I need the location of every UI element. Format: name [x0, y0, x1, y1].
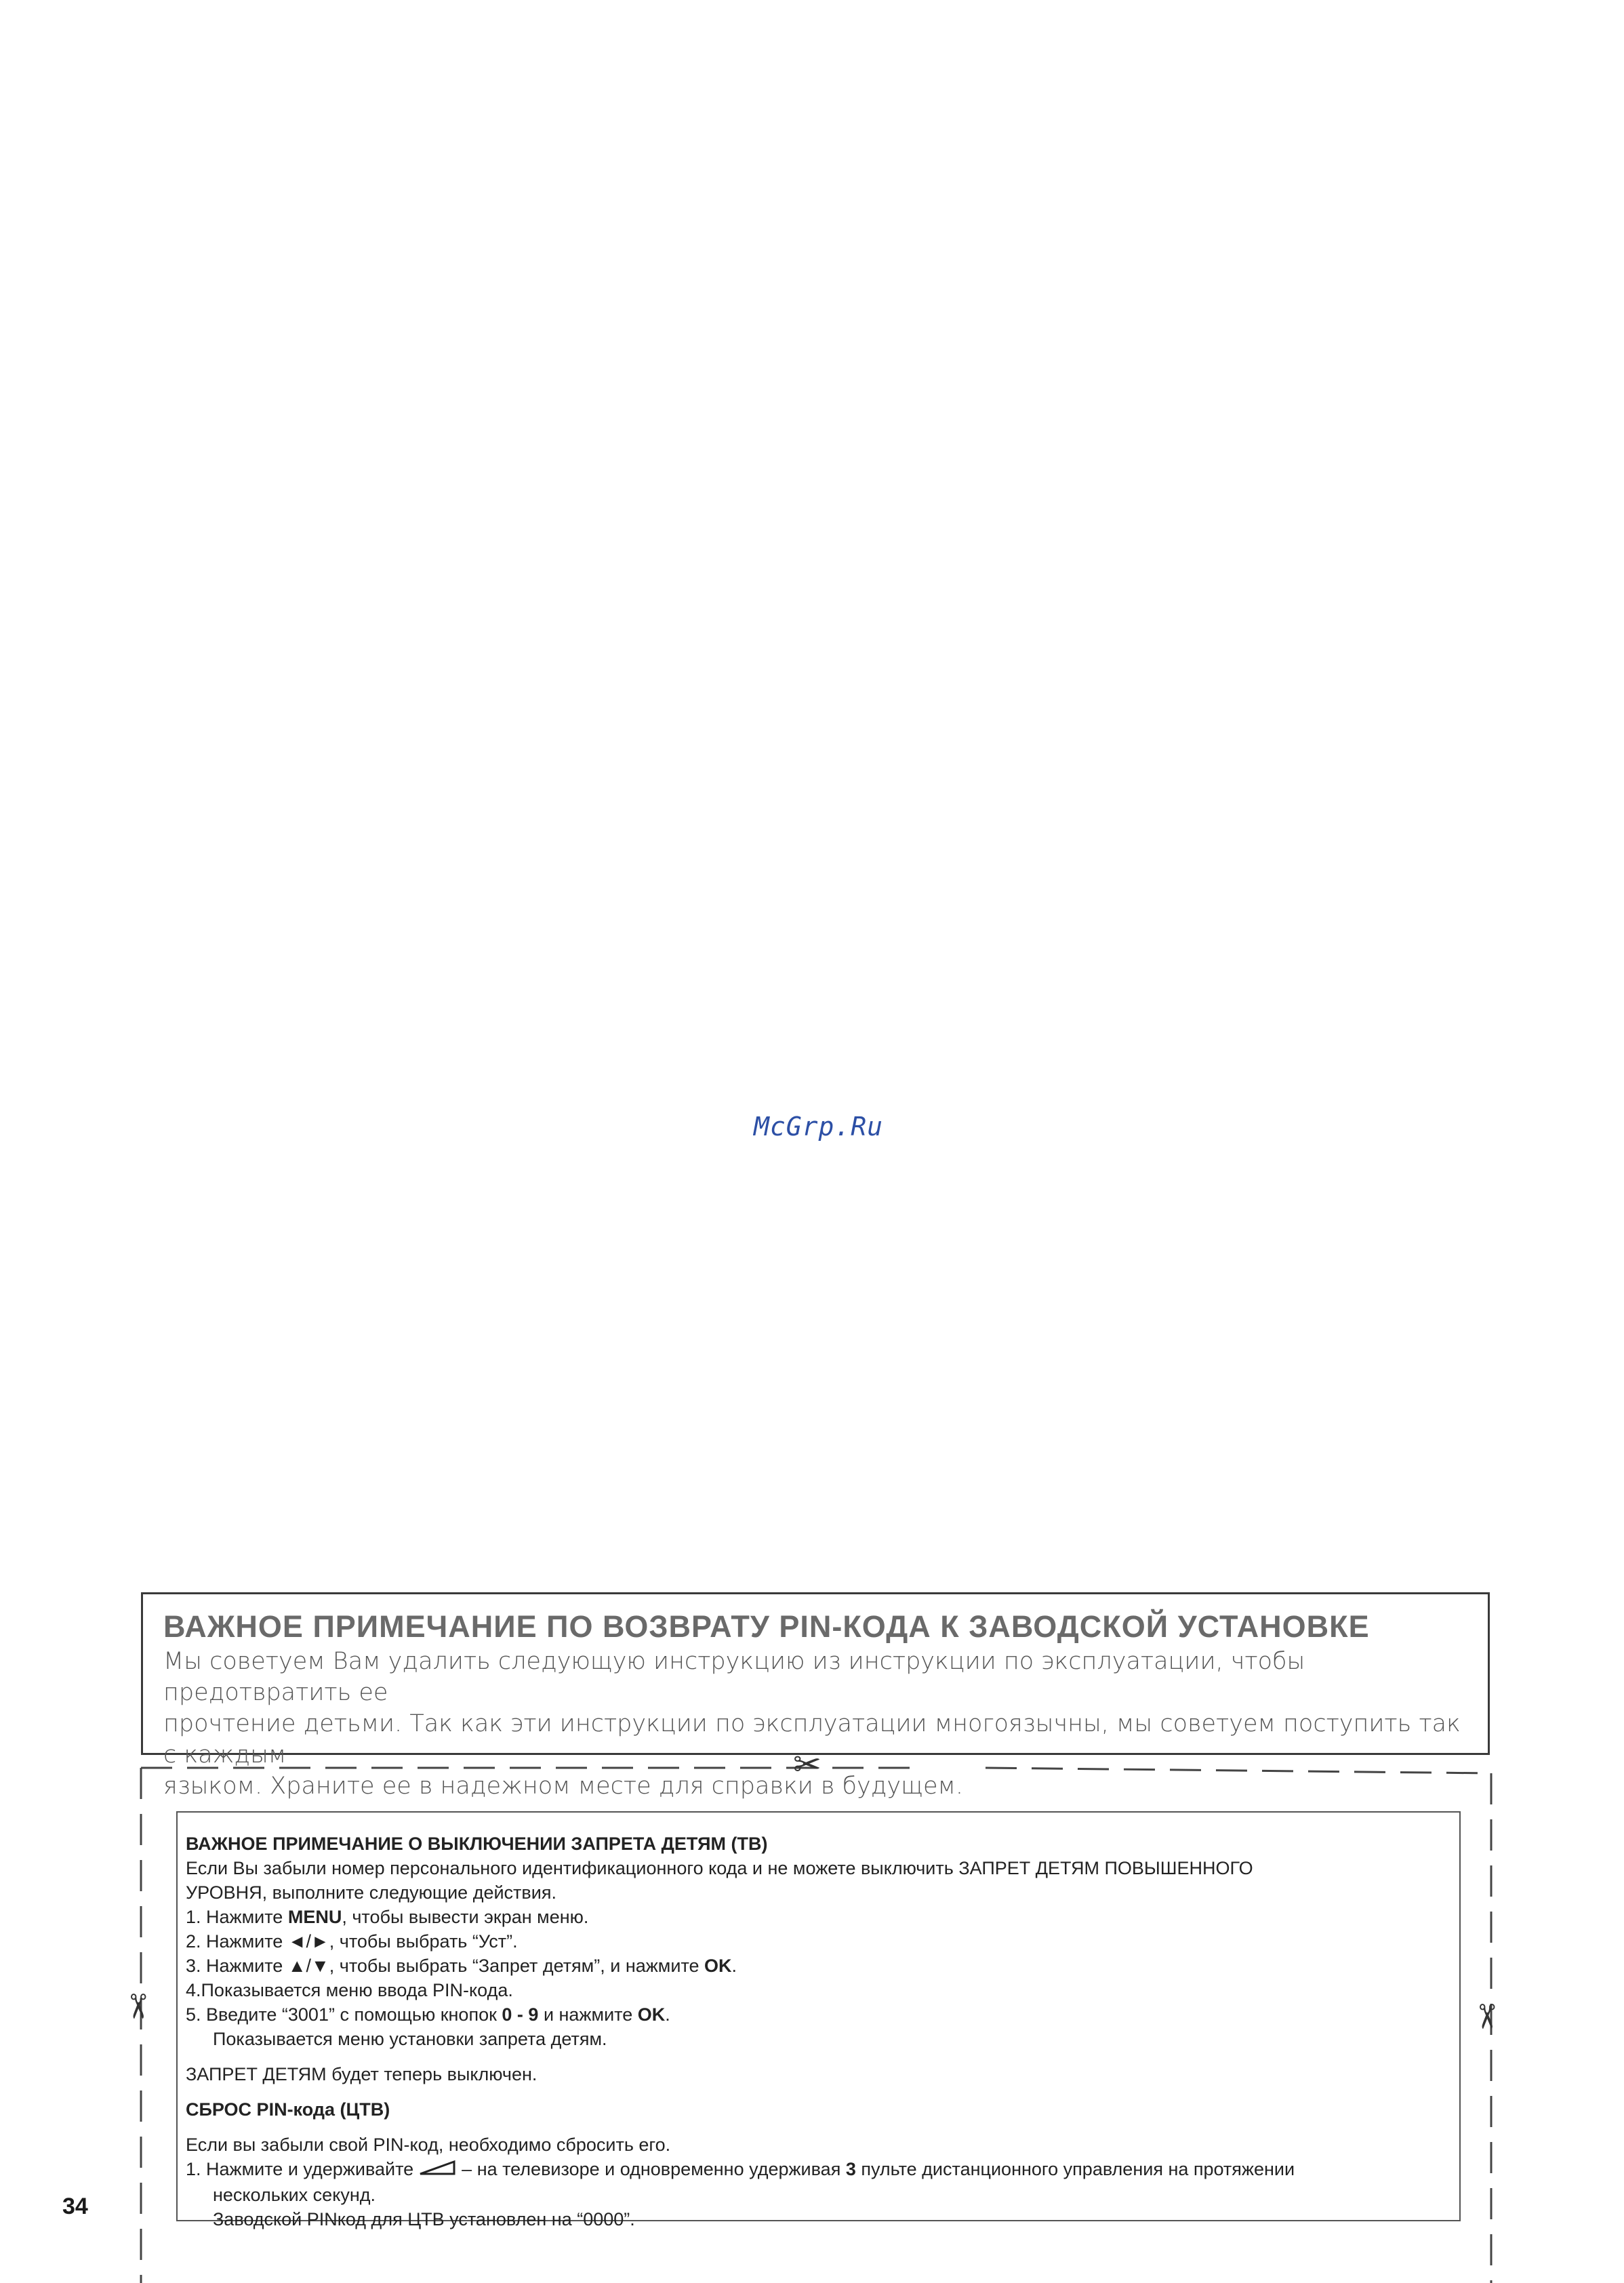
reset-step-1-key: 3 [845, 2159, 856, 2179]
scissors-icon-right: ✂ [1466, 2002, 1506, 2031]
reset-step-1-note: Заводской PINкод для ЦТВ установлен на “0000”. [213, 2208, 635, 2229]
step-5-text-c: и нажмите [538, 2004, 638, 2025]
step-5-text-e: . [665, 2004, 670, 2025]
instructions-box [176, 1811, 1461, 2229]
notice-line-2: прочтение детьми. Так как эти инструкции по эксплуатации многоязычны, мы советуем поступить так с каждым [163, 1710, 1461, 1769]
step-5-note: Показывается меню установки запрета детям. [213, 2029, 607, 2049]
section2-heading: СБРОС PIN-кода (ЦТВ) [186, 2099, 390, 2120]
step-3-key: OK [704, 1956, 732, 1976]
step-5-text-a: 5. Введите “3001” с помощью кнопок [186, 2004, 502, 2025]
step-3-text-a: 3. Нажмите ▲/▼, чтобы выбрать “Запрет детям”, и нажмите [186, 1956, 705, 1976]
notice-title: ВАЖНОЕ ПРИМЕЧАНИЕ ПО ВОЗВРАТУ PIN-КОДА К ЗАВОДСКОЙ УСТАНОВКЕ [163, 1609, 1370, 1644]
step-3-text-c: . [731, 1956, 737, 1976]
important-notice-box [141, 1592, 1490, 1800]
reset-step-1-text-a: 1. Нажмите и удерживайте [186, 2159, 414, 2179]
reset-step-1-text-d: пульте дистанционного управления на протяжении [855, 2159, 1295, 2179]
section1-intro-1: Если Вы забыли номер персонального идентификационного кода и не можете выключить ЗАПРЕТ ДЕТЯМ ПОВЫШЕННОГО [186, 1858, 1253, 1878]
step-5-key-ok: OK [637, 2004, 666, 2025]
reset-step-1 [186, 2157, 1459, 2183]
step-1-key: MENU [287, 1907, 342, 1927]
reset-step-1-cont: нескольких секунд. [213, 2184, 375, 2205]
watermark: McGrp.Ru [754, 1112, 884, 1142]
step-4: 4.Показывается меню ввода PIN-кода. [186, 1980, 513, 2000]
volume-down-icon [419, 2158, 457, 2183]
step-1 [186, 1905, 1459, 1929]
section1-heading: ВАЖНОЕ ПРИМЕЧАНИЕ О ВЫКЛЮЧЕНИИ ЗАПРЕТА ДЕТЯМ (ТВ) [186, 1834, 768, 1854]
notice-line-3: языком. Храните ее в надежном месте для справки в будущем. [163, 1773, 964, 1800]
notice-line-1: Мы советуем Вам удалить следующую инструкцию из инструкции по эксплуатации, чтобы предотвратить ее [163, 1648, 1305, 1706]
step-5-keys: 0 - 9 [502, 2004, 539, 2025]
scissors-icon-left: ✂ [117, 1992, 157, 2021]
section2-intro: Если вы забыли свой PIN-код, необходимо сбросить его. [186, 2135, 671, 2155]
section1-result: ЗАПРЕТ ДЕТЯМ будет теперь выключен. [186, 2064, 537, 2084]
step-1-text-a: 1. Нажмите [186, 1907, 288, 1927]
step-3 [186, 1954, 1459, 1978]
reset-step-1-text-b: – на телевизоре и одновременно удерживая [456, 2159, 846, 2179]
step-5 [186, 2002, 1459, 2027]
step-1-text-c: , чтобы вывести экран меню. [342, 1907, 589, 1927]
page-number: 34 [62, 2194, 88, 2219]
step-2: 2. Нажмите ◄/►, чтобы выбрать “Уст”. [186, 1931, 518, 1952]
scissors-icon-top: ✂ [793, 1745, 821, 1784]
section1-intro-2: УРОВНЯ, выполните следующие действия. [186, 1882, 556, 1903]
